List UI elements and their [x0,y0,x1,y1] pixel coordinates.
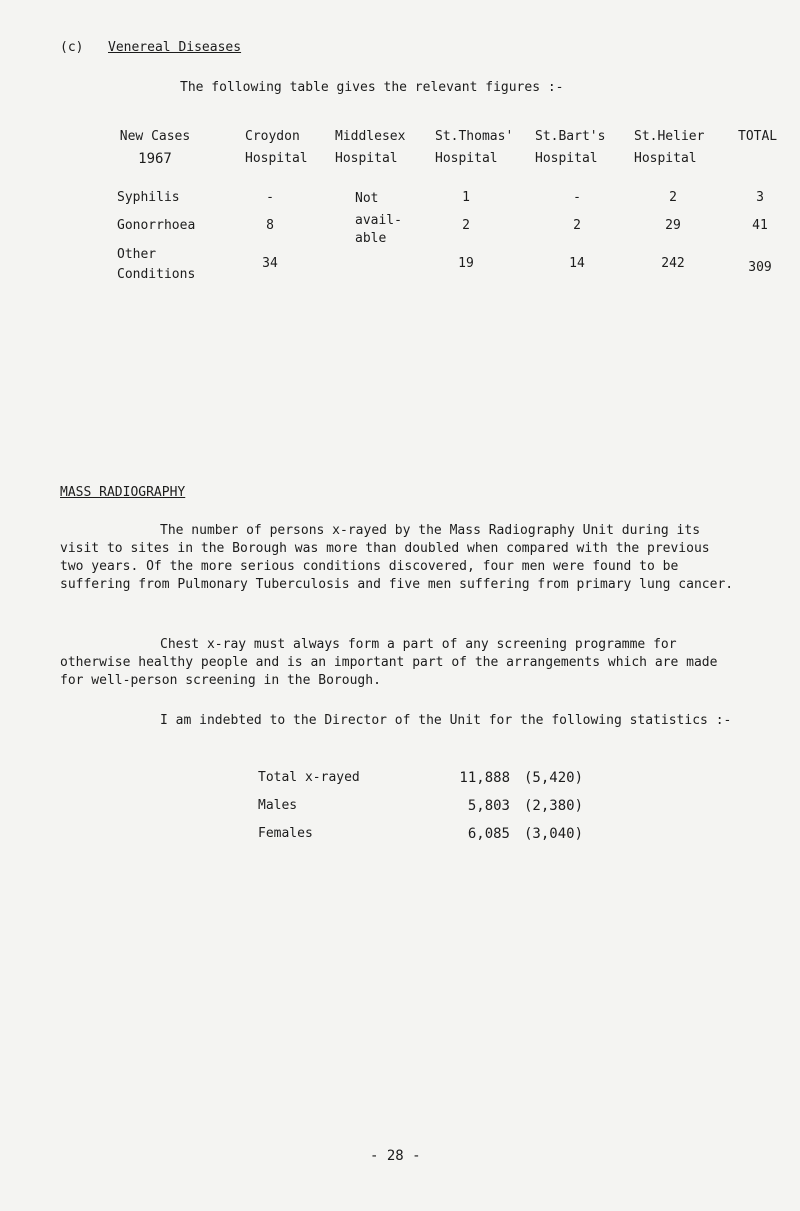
cell-st-helier: 2 [669,190,677,205]
cell-st-thomas: 19 [458,256,474,271]
cell-st-helier: 29 [665,218,681,233]
header-st-thomas: St.Thomas' Hospital [435,129,514,166]
stat-value: 11,888 [459,770,510,786]
cell-total: 41 [752,218,768,233]
stat-label: Males [258,798,298,813]
cell-st-barts: - [573,190,581,205]
cell-croydon: 8 [266,218,274,233]
stat-label: Total x-rayed [258,770,360,785]
stat-value: 6,085 [467,826,510,842]
stat-value: 5,803 [467,798,510,814]
cell-total: 309 [748,260,772,275]
cell-st-thomas: 2 [462,218,470,233]
row-label: Gonorrhoea [117,218,196,233]
table-intro: The following table gives the relevant figures :- [180,80,564,95]
page-number: - 28 - [370,1148,421,1164]
stat-previous: (5,420) [524,770,584,786]
header-st-barts: St.Bart's Hospital [535,129,606,166]
cell-st-barts: 14 [569,256,585,271]
header-total: TOTAL [738,129,778,144]
cell-st-barts: 2 [573,218,581,233]
cell-croydon: - [266,190,274,205]
section-title: Venereal Diseases [108,40,242,55]
middlesex-not-available: Not avail- able [355,191,402,246]
paragraph: Chest x-ray must always form a part of any screening programme for otherwise healthy people and is an important part of the arrangements which are made for well-person screening in the Borough. [60,637,718,688]
stat-previous: (3,040) [524,826,584,842]
stat-previous: (2,380) [524,798,584,814]
header-new-cases: New Cases 1967 [119,129,191,167]
stat-label: Females [258,826,313,841]
header-st-helier: St.Helier Hospital [634,129,705,166]
row-label: Syphilis [117,190,180,205]
header-croydon: Croydon Hospital [245,129,308,166]
row-label: Other Conditions [117,247,196,282]
cell-croydon: 34 [262,256,278,271]
section-label: (c) [60,40,84,55]
cell-st-thomas: 1 [462,190,470,205]
mass-radiography-heading: MASS RADIOGRAPHY [60,485,186,500]
header-middlesex: Middlesex Hospital [335,129,406,166]
cell-total: 3 [756,190,764,205]
paragraph: The number of persons x-rayed by the Mass Radiography Unit during its visit to sites in the Borough was more than doubled when compared with the previous two years. Of the more serious conditions discovered, four men were found to be suffering from Pulmonary Tuberculosis and five men suffering from primary lung cancer. [60,523,734,592]
cell-st-helier: 242 [661,256,685,271]
paragraph: I am indebted to the Director of the Unit for the following statistics :- [160,713,732,728]
